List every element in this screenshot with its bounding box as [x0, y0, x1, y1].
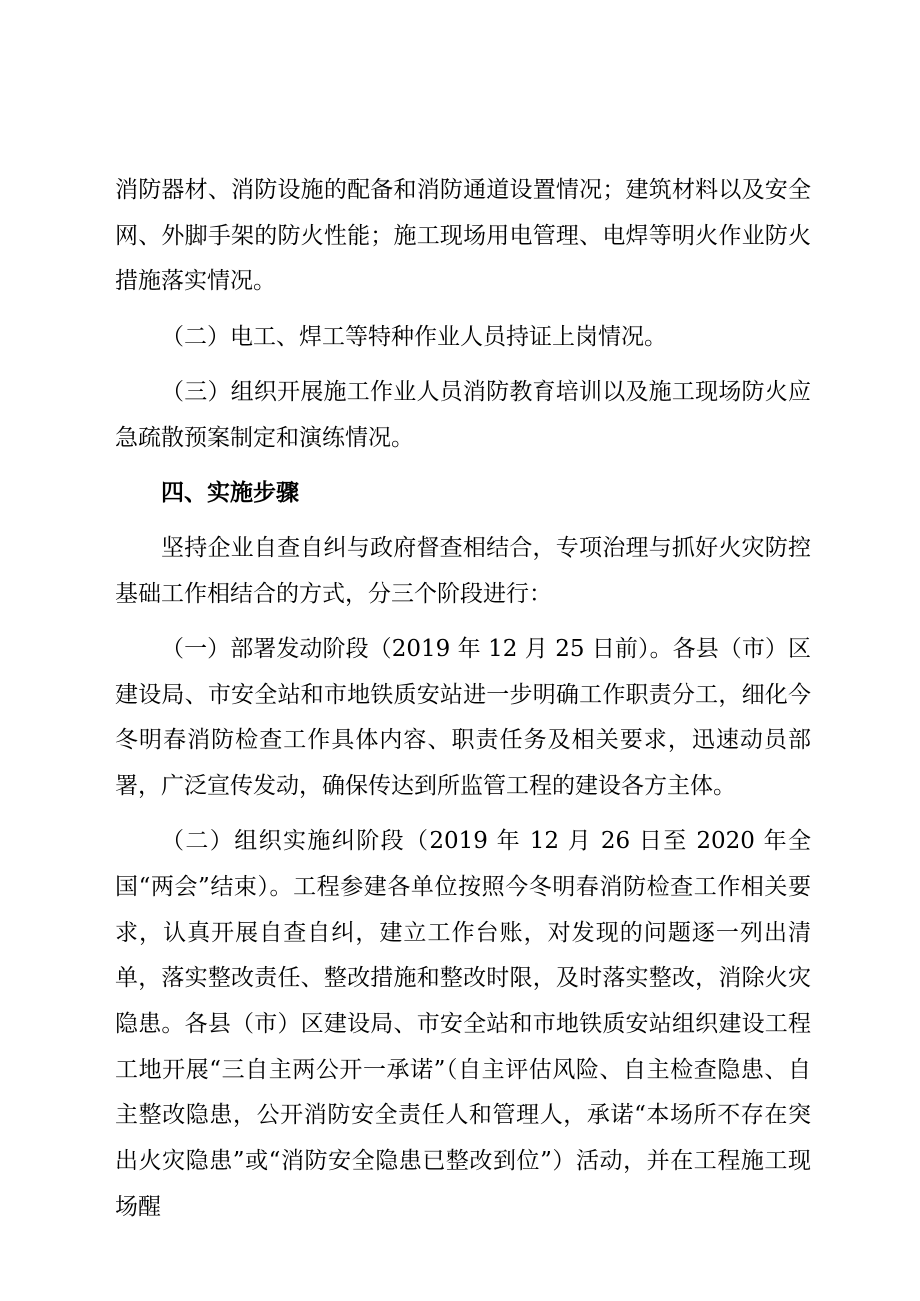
paragraph-inspection-items: 消防器材、消防设施的配备和消防通道设置情况；建筑材料以及安全网、外脚手架的防火性能；施工现场用电管理、电焊等明火作业防火措施落实情况。 [115, 177, 811, 295]
paragraph-approach: 坚持企业自查自纠与政府督查相结合，专项治理与抓好火灾防控基础工作相结合的方式，分三个阶段进行： [115, 534, 811, 607]
paragraph-item-2-certification: （二）电工、焊工等特种作业人员持证上岗情况。 [161, 323, 667, 350]
paragraph-stage-1-deployment: （一）部署发动阶段（2019 年 12 月 25 日前）。各县（市）区建设局、市安全站和市地铁质安站进一步明确工作职责分工，细化今冬明春消防检查工作具体内容、职责任务及相关要求，迅速动员部署，广泛宣传发动，确保传达到所监管工程的建设各方主体。 [115, 635, 811, 799]
paragraph-stage-2-implementation: （二）组织实施纠阶段（2019 年 12 月 26 日至 2020 年全国“两会”结束）。工程参建各单位按照今冬明春消防检查工作相关要求，认真开展自查自纠，建立工作台账，对发现的问题逐一列出清单，落实整改责任、整改措施和整改时限，及时落实整改，消除火灾隐患。各县（市）区建设局、市安全站和市地铁质安站组织建设工程工地开展“三自主两公开一承诺”（自主评估风险、自主检查隐患、自主整改隐患，公开消防安全责任人和管理人，承诺“本场所不存在突出火灾隐患”或“消防安全隐患已整改到位”）活动，并在工程施工现场醒 [115, 828, 811, 1220]
document-body [115, 168, 811, 1240]
paragraph-item-3-training: （三）组织开展施工作业人员消防教育培训以及施工现场防火应急疏散预案制定和演练情况。 [115, 378, 811, 451]
section-heading-implementation-steps: 四、实施步骤 [161, 479, 299, 506]
